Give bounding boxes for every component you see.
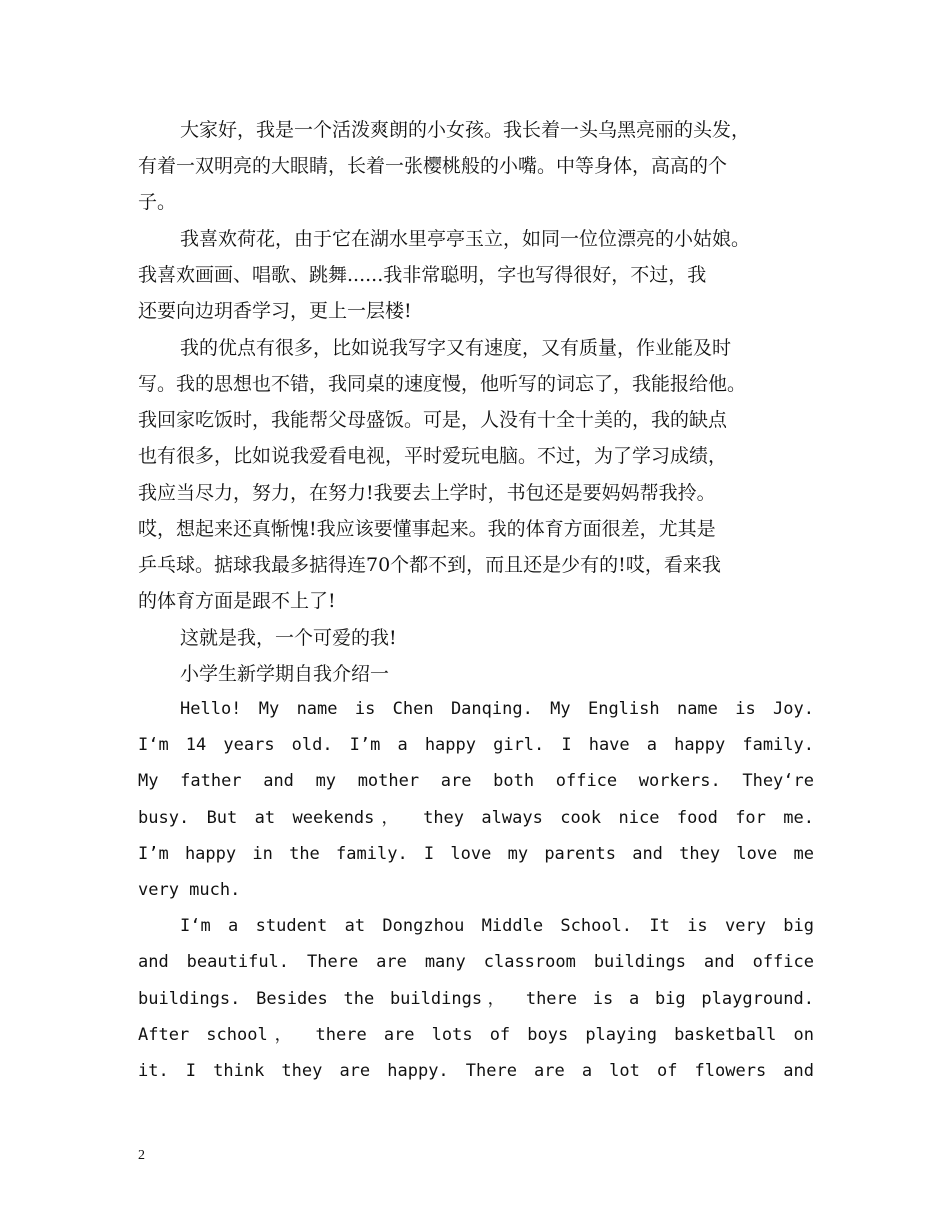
text-line: 我回家吃饭时，我能帮父母盛饭。可是，人没有十全十美的，我的缺点 — [138, 409, 728, 431]
text-line: 还要向边玥香学习，更上一层楼! — [138, 300, 412, 322]
text-line: After school， there are lots of boys playing basketball on — [138, 1025, 814, 1045]
text-line: 写。我的思想也不错，我同桌的速度慢，他听写的词忘了，我能报给他。 — [138, 373, 747, 395]
page-number: 2 — [138, 1148, 145, 1163]
text-line: buildings. Besides the buildings， there is a big playground. — [138, 989, 814, 1009]
text-line: 也有很多，比如说我爱看电视，平时爱玩电脑。不过，为了学习成绩， — [138, 445, 728, 467]
text-line: 大家好，我是一个活泼爽朗的小女孩。我长着一头乌黑亮丽的头发， — [180, 119, 751, 141]
text-line: I‘m 14 years old. I’m a happy girl. I have a happy family. — [138, 735, 814, 755]
text-line: 哎，想起来还真惭愧!我应该要懂事起来。我的体育方面很差，尤其是 — [138, 518, 716, 540]
text-line: busy. But at weekends， they always cook nice food for me. — [138, 808, 814, 828]
text-line: 我的优点有很多，比如说我写字又有速度，又有质量，作业能及时 — [180, 337, 732, 359]
text-line: it. I think they are happy. There are a lot of flowers and — [138, 1061, 814, 1081]
text-line: 有着一双明亮的大眼睛，长着一张樱桃般的小嘴。中等身体，高高的个 — [138, 155, 728, 177]
text-line: 这就是我，一个可爱的我! — [180, 627, 397, 649]
text-line: 的体育方面是跟不上了! — [138, 590, 336, 612]
text-line: 我喜欢画画、唱歌、跳舞......我非常聪明，字也写得很好，不过，我 — [138, 264, 707, 286]
text-line: Hello! My name is Chen Danqing. My English name is Joy. — [180, 699, 814, 719]
text-line: 乒乓球。掂球我最多掂得连70个都不到，而且还是少有的!哎，看来我 — [138, 554, 721, 576]
text-line: very much. — [138, 880, 241, 900]
text-line: 我喜欢荷花，由于它在湖水里亭亭玉立，如同一位位漂亮的小姑娘。 — [180, 228, 751, 250]
text-line: 子。 — [138, 191, 177, 213]
text-line: 小学生新学期自我介绍一 — [180, 663, 390, 685]
text-line: I‘m a student at Dongzhou Middle School. It is very big — [180, 916, 814, 936]
text-line: 我应当尽力，努力，在努力!我要去上学时，书包还是要妈妈帮我拎。 — [138, 482, 716, 504]
text-line: My father and my mother are both office workers. They‘re — [138, 771, 814, 791]
text-line: I’m happy in the family. I love my parents and they love me — [138, 844, 814, 864]
text-line: and beautiful. There are many classroom buildings and office — [138, 952, 814, 972]
